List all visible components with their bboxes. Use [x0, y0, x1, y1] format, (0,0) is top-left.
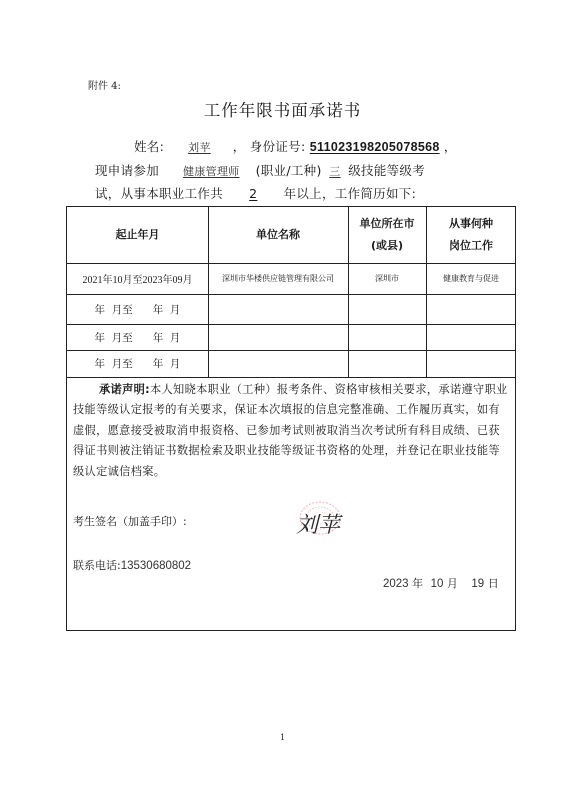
signature-fingerprint [292, 498, 362, 544]
table-row-2-company [208, 294, 348, 324]
table-row-3-post [426, 324, 516, 350]
level-value: 三 [329, 166, 341, 178]
declaration-label: 承诺声明: [99, 383, 150, 396]
years-suffix: 年以上，工作简历如下: [283, 186, 417, 201]
years-value: 2 [249, 186, 258, 201]
id-number-value: 511023198205078568 [309, 140, 440, 154]
phone-line [73, 557, 191, 573]
attachment-label: 附件 4: [88, 81, 121, 92]
table-row-3-city [348, 324, 426, 350]
document-title: 工作年限书面承诺书 [203, 101, 362, 120]
table-row-3-period: 年 月至 年 月 [94, 331, 181, 344]
apply-prefix: 现申请参加 [95, 163, 160, 178]
name-value: 刘苹 [188, 142, 211, 154]
signature-label: 考生签名（加盖手印）: [73, 515, 187, 528]
phone-value: 13530680802 [120, 560, 192, 572]
declaration-block [73, 380, 509, 482]
header-city: 单位所在市 (或县) [359, 217, 415, 252]
sign-date: 2023 年 10 月 19 日 [383, 577, 499, 590]
table-row-4-company [208, 350, 348, 377]
occupation-value: 健康管理师 [183, 166, 240, 178]
name-label: 姓名: [134, 139, 165, 154]
header-post: 从事何种 岗位工作 [449, 217, 493, 252]
table-row-2-city [348, 294, 426, 324]
signature-handwriting: 刘苹 [296, 513, 341, 538]
years-prefix: 试，从事本职业工作共 [95, 186, 224, 201]
table-row-1-company: 深圳市华楼供应链管理有限公司 [222, 274, 334, 283]
table-row-2-period: 年 月至 年 月 [94, 303, 181, 316]
table-row-3-company [208, 324, 348, 350]
date-year: 2023 [383, 578, 409, 590]
id-label: 身份证号: [249, 139, 306, 154]
header-company: 单位名称 [256, 228, 300, 241]
table-row-1-post: 健康教育与促进 [443, 274, 499, 283]
date-day: 19 [471, 578, 485, 590]
work-history-table [66, 206, 516, 631]
header-period: 起止年月 [115, 228, 160, 241]
level-suffix: 级技能等级考 [348, 163, 426, 178]
phone-label: 联系电话: [73, 559, 121, 572]
date-month: 10 [430, 578, 444, 590]
table-row-4-period: 年 月至 年 月 [94, 358, 181, 370]
table-row-1-period: 2021年10月至2023年09月 [82, 275, 193, 286]
occupation-note: (职业/工种) [255, 163, 322, 178]
name-line: 姓名: 刘苹 ， 身份证号: 511023198205078568 ， [134, 139, 457, 154]
apply-line [95, 161, 425, 179]
page-number: 1 [279, 733, 286, 742]
table-row-2-post [426, 294, 516, 324]
table-row-4-city [348, 350, 426, 377]
table-row-1-city: 深圳市 [375, 274, 399, 283]
table-row-4-post [426, 350, 516, 377]
declaration-text: 本人知晓本职业（工种）报考条件、资格审核相关要求，承诺遵守职业技能等级认定报考的有关要求，保证本次填报的信息完整准确、工作履历真实，如有虚假，愿意接受被取消申报资格、已参加考试则被取消当次考试所有科目成绩、已获得证书则被注销证书数据检索及职业技能等级证书资格的处理，并登记在职业技能等级认定诚信档案。 [73, 383, 508, 478]
years-line [95, 184, 416, 202]
